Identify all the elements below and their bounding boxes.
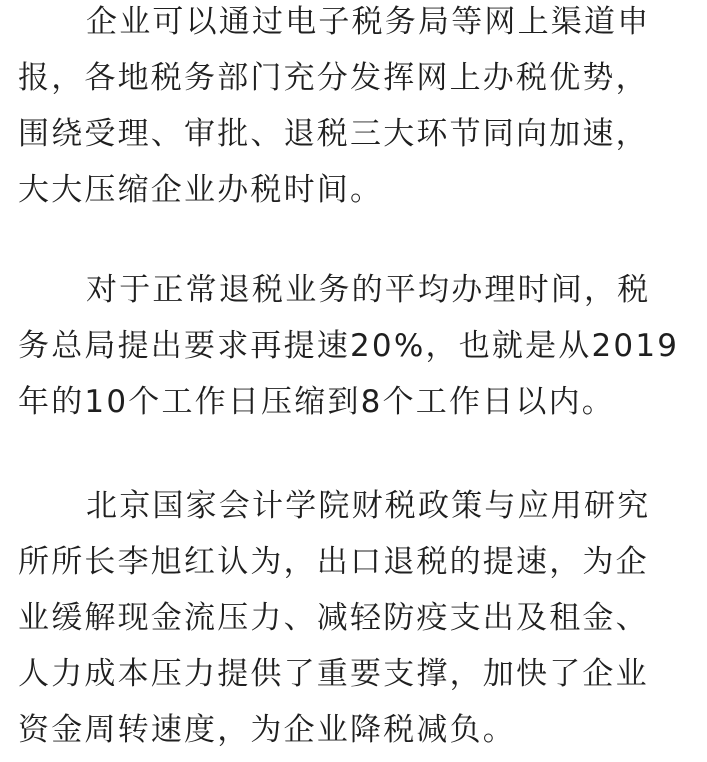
text-line: 对于正常退税业务的平均办理时间，税 <box>86 272 651 308</box>
text-line: 所所长李旭红认为，出口退税的提速，为企 <box>18 544 649 580</box>
text-line: 业缓解现金流压力、减轻防疫支出及租金、 <box>18 600 649 636</box>
text-line: 报，各地税务部门充分发挥网上办税优势， <box>18 60 649 96</box>
paragraph-1 <box>0 0 707 218</box>
text-line: 大大压缩企业办税时间。 <box>18 172 384 208</box>
paragraph-3 <box>0 478 707 758</box>
text-line: 北京国家会计学院财税政策与应用研究 <box>86 488 651 524</box>
text-line: 资金周转速度，为企业降税减负。 <box>18 712 516 748</box>
paragraph-2 <box>0 262 707 430</box>
text-line: 年的10个工作日压缩到8个工作日以内。 <box>18 384 615 420</box>
text-line: 围绕受理、审批、退税三大环节同向加速， <box>18 116 649 152</box>
text-line: 企业可以通过电子税务局等网上渠道申 <box>86 4 651 40</box>
text-line: 人力成本压力提供了重要支撑，加快了企业 <box>18 656 649 692</box>
text-line: 务总局提出要求再提速20%，也就是从2019 <box>18 328 680 364</box>
